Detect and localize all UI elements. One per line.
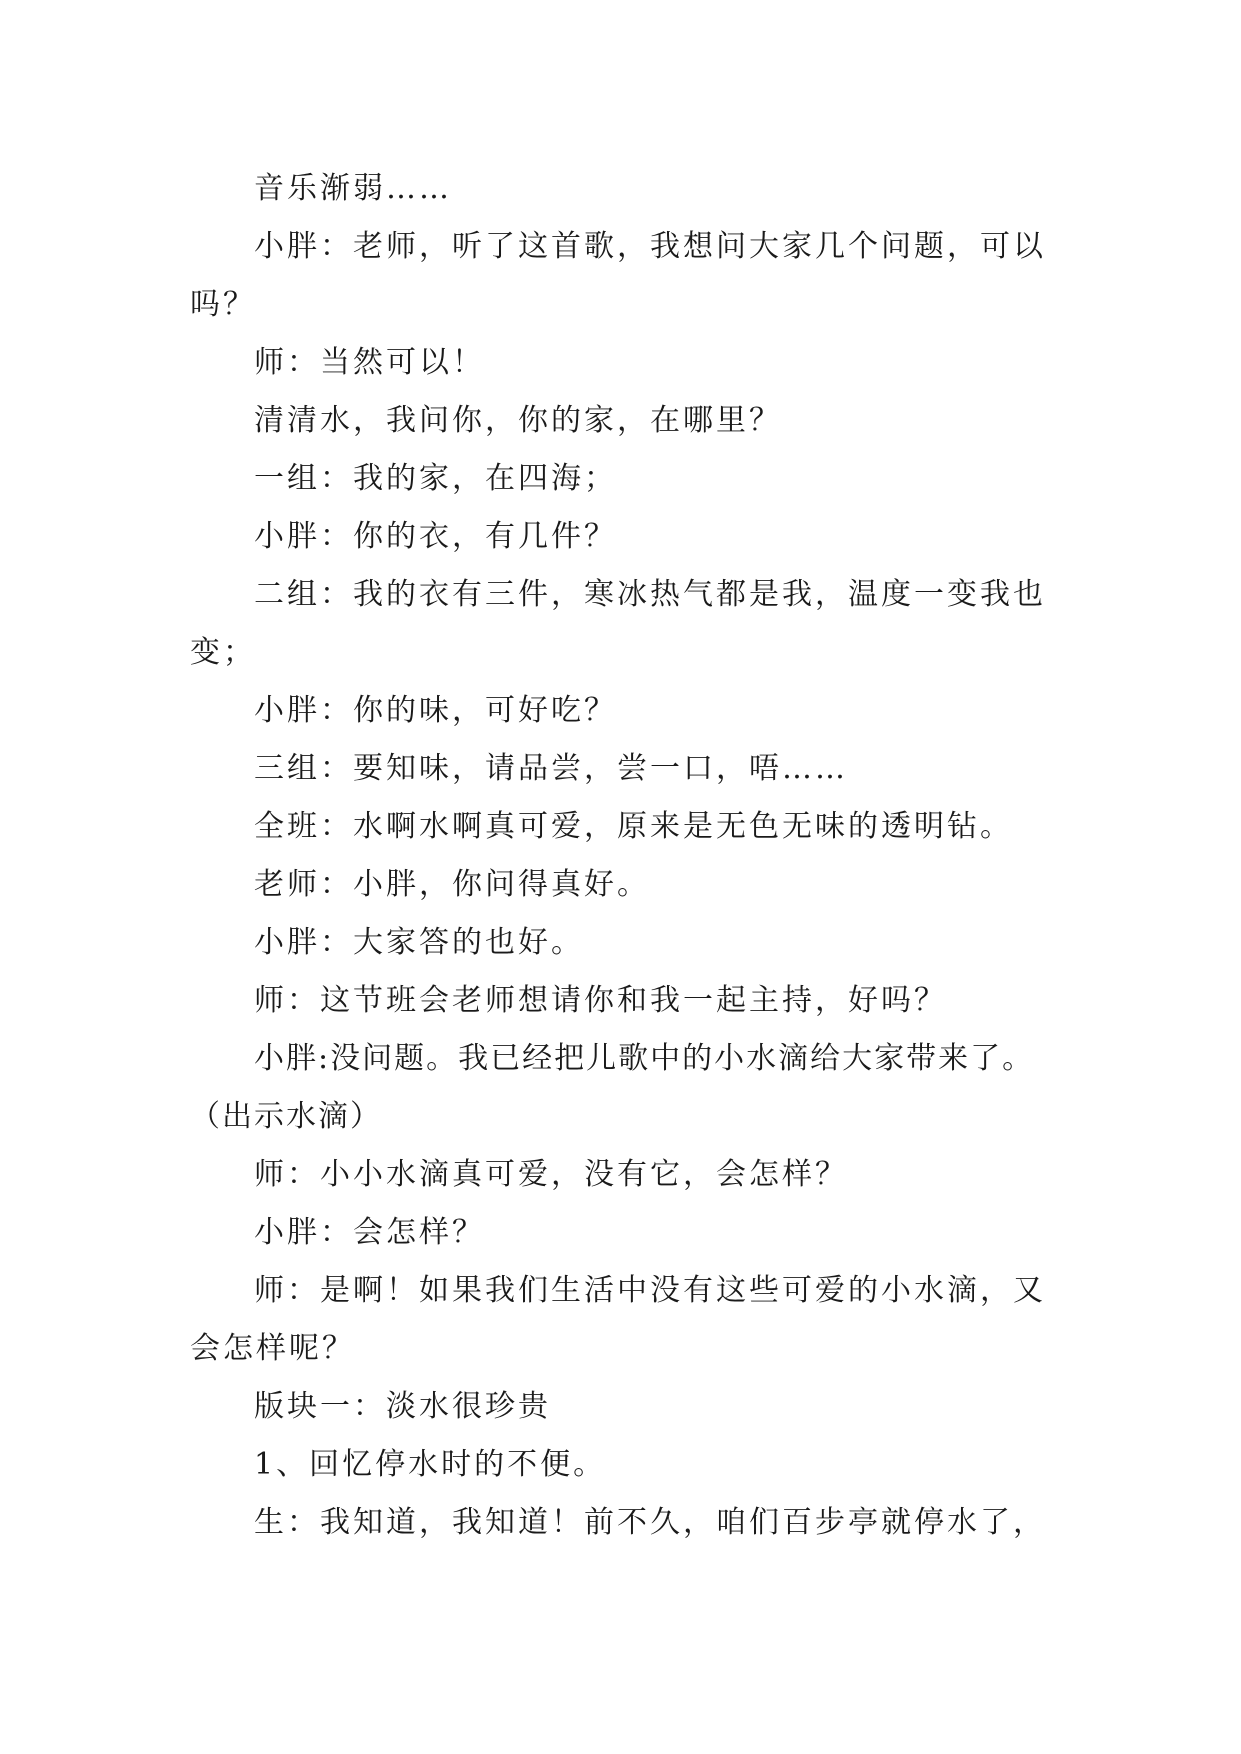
paragraph: 音乐渐弱…… — [254, 171, 452, 206]
paragraph: 三组：要知味，请品尝，尝一口，唔…… — [254, 751, 848, 786]
body-text — [190, 160, 1052, 1552]
paragraph: 1、回忆停水时的不便。 — [254, 1447, 607, 1482]
section-heading: 版块一：淡水很珍贵 — [254, 1389, 551, 1424]
paragraph: 师：小小水滴真可爱，没有它，会怎样？ — [254, 1157, 848, 1192]
paragraph: 生：我知道，我知道！前不久，咱们百步亭就停水了， — [254, 1505, 1046, 1540]
paragraph: 小胖：你的味，可好吃？ — [254, 693, 617, 728]
paragraph: 小胖:没问题。我已经把儿歌中的小水滴给大家带来了。（出示水滴） — [190, 1041, 1035, 1134]
paragraph: 清清水，我问你，你的家，在哪里？ — [254, 403, 782, 438]
paragraph: 师：当然可以！ — [254, 345, 485, 380]
paragraph: 师：是啊！如果我们生活中没有这些可爱的小水滴，又会怎样呢？ — [190, 1273, 1046, 1366]
paragraph: 老师：小胖，你问得真好。 — [254, 867, 650, 902]
paragraph: 全班：水啊水啊真可爱，原来是无色无味的透明钻。 — [254, 809, 1013, 844]
paragraph: 师：这节班会老师想请你和我一起主持，好吗？ — [254, 983, 947, 1018]
paragraph: 二组：我的衣有三件，寒冰热气都是我，温度一变我也变； — [190, 577, 1046, 670]
paragraph: 一组：我的家，在四海； — [254, 461, 617, 496]
paragraph: 小胖：会怎样？ — [254, 1215, 485, 1250]
paragraph: 小胖：老师，听了这首歌，我想问大家几个问题，可以吗？ — [190, 229, 1046, 322]
paragraph: 小胖：大家答的也好。 — [254, 925, 584, 960]
paragraph: 小胖：你的衣，有几件？ — [254, 519, 617, 554]
